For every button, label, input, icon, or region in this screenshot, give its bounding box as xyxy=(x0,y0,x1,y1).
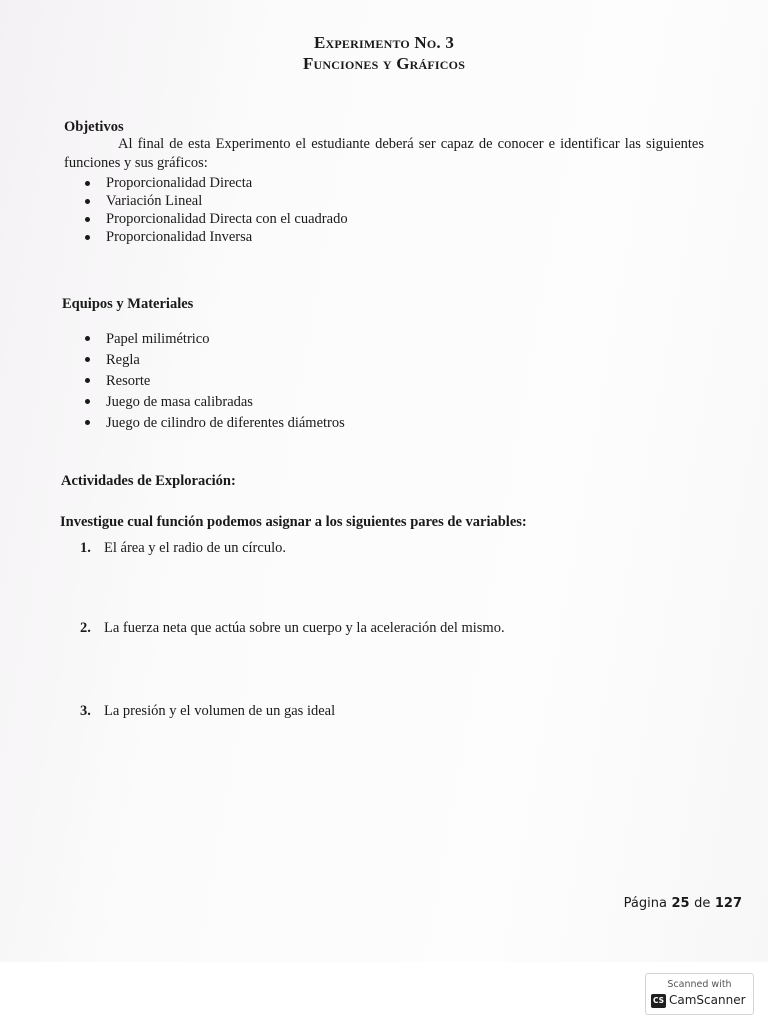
question-1 xyxy=(80,540,286,557)
list-item: Juego de cilindro de diferentes diámetros xyxy=(82,413,345,434)
watermark-brand: CamScanner xyxy=(669,993,746,1007)
question-number: 2. xyxy=(80,620,91,636)
page-total: 127 xyxy=(714,896,742,911)
watermark-caption: Scanned with xyxy=(667,979,732,990)
objectives-list xyxy=(82,174,348,246)
list-item: Resorte xyxy=(82,371,345,392)
page-number xyxy=(624,896,742,911)
document-title: Experimento No. 3 xyxy=(313,33,455,52)
objectives-intro-text: Al final de esta Experimento el estudiante deberá ser capaz de conocer e identificar las siguientes funciones y sus gráficos: xyxy=(64,136,704,171)
objectives-heading: Objetivos xyxy=(64,119,124,135)
document-subtitle: Funciones y Gráficos xyxy=(302,54,466,73)
question-text: La presión y el volumen de un gas ideal xyxy=(104,703,336,719)
question-number: 3. xyxy=(80,703,91,719)
page-word: Página xyxy=(623,896,667,911)
camscanner-watermark xyxy=(645,973,754,1015)
activities-prompt: Investigue cual función podemos asignar a los siguientes pares de variables: xyxy=(60,514,527,530)
question-text: La fuerza neta que actúa sobre un cuerpo y la aceleración del mismo. xyxy=(104,620,505,636)
question-number: 1. xyxy=(80,540,91,556)
list-item: Juego de masa calibradas xyxy=(82,392,345,413)
list-item: Regla xyxy=(82,350,345,371)
page-of: de xyxy=(694,896,711,911)
list-item: Proporcionalidad Inversa xyxy=(82,228,348,246)
list-item: Proporcionalidad Directa con el cuadrado xyxy=(82,210,348,228)
activities-heading: Actividades de Exploración: xyxy=(61,473,236,489)
materials-heading: Equipos y Materiales xyxy=(62,296,194,312)
list-item: Proporcionalidad Directa xyxy=(82,174,348,192)
question-2 xyxy=(80,620,505,637)
question-text: El área y el radio de un círculo. xyxy=(104,540,286,556)
camscanner-logo-icon: CS xyxy=(651,994,666,1008)
page-current: 25 xyxy=(671,896,690,911)
objectives-intro xyxy=(64,135,704,173)
list-item: Variación Lineal xyxy=(82,192,348,210)
question-3 xyxy=(80,703,335,720)
list-item: Papel milimétrico xyxy=(82,329,345,350)
materials-list xyxy=(82,329,345,434)
